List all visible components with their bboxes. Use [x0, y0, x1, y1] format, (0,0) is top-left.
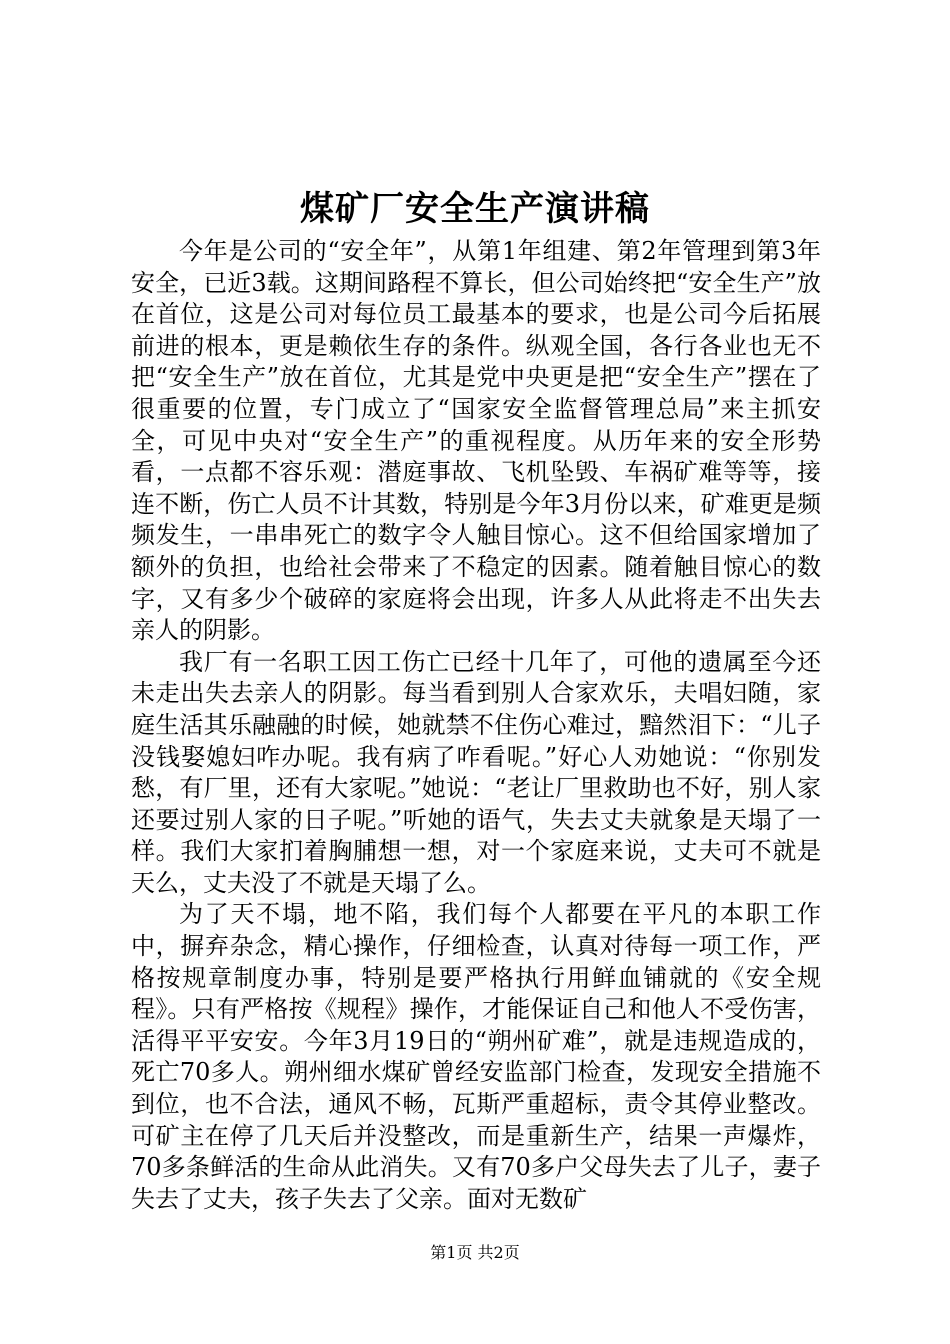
page-footer: 第1页 共2页	[430, 1243, 520, 1262]
paragraph: 今年是公司的“安全年”，从第1年组建、第2年管理到第3年安全，已近3载。这期间路程不算长，但公司始终把“安全生产”放在首位，这是公司对每位员工最基本的要求，也是公司今后拓展前进的根本，更是赖依生存的条件。纵观全国，各行各业也无不把“安全生产”放在首位，尤其是党中央更是把“安全生产”摆在了很重要的位置，专门成立了“国家安全监督管理总局”来主抓安全，可见中央对“安全生产”的重视程度。从历年来的安全形势看，一点都不容乐观：潜庭事故、飞机坠毁、车祸矿难等等，接连不断，伤亡人员不计其数，特别是今年3月份以来，矿难更是频频发生，一串串死亡的数字令人触目惊心。这不但给国家增加了额外的负担，也给社会带来了不稳定的因素。随着触目惊心的数字，又有多少个破碎的家庭将会出现，许多人从此将走不出失去亲人的阴影。	[131, 237, 821, 645]
body-text	[131, 236, 821, 1215]
paragraph: 为了天不塌，地不陷，我们每个人都要在平凡的本职工作中，摒弃杂念，精心操作，仔细检查，认真对待每一项工作，严格按规章制度办事，特别是要严格执行用鲜血铺就的《安全规程》。只有严格按《规程》操作，才能保证自己和他人不受伤害，活得平平安安。今年3月19日的“朔州矿难”，就是违规造成的，死亡70多人。朔州细水煤矿曾经安监部门检查，发现安全措施不到位，也不合法，通风不畅，瓦斯严重超标，责令其停业整改。可矿主在停了几天后并没整改，而是重新生产，结果一声爆炸，70多条鲜活的生命从此消失。又有70多户父母失去了儿子，妻子失去了丈夫，孩子失去了父亲。面对无数矿	[131, 900, 821, 1213]
paragraph: 我厂有一名职工因工伤亡已经十几年了，可他的遗属至今还未走出失去亲人的阴影。每当看到别人合家欢乐，夫唱妇随，家庭生活其乐融融的时候，她就禁不住伤心难过，黯然泪下：“儿子没钱娶媳妇咋办呢。我有病了咋看呢。”好心人劝她说：“你别发愁，有厂里，还有大家呢。”她说：“老让厂里救助也不好，别人家还要过别人家的日子呢。”听她的语气，失去丈夫就象是天塌了一样。我们大家扪着胸脯想一想，对一个家庭来说，丈夫可不就是天么，丈夫没了不就是天塌了么。	[131, 647, 821, 897]
page-title: 煤矿厂安全生产演讲稿	[300, 189, 650, 229]
